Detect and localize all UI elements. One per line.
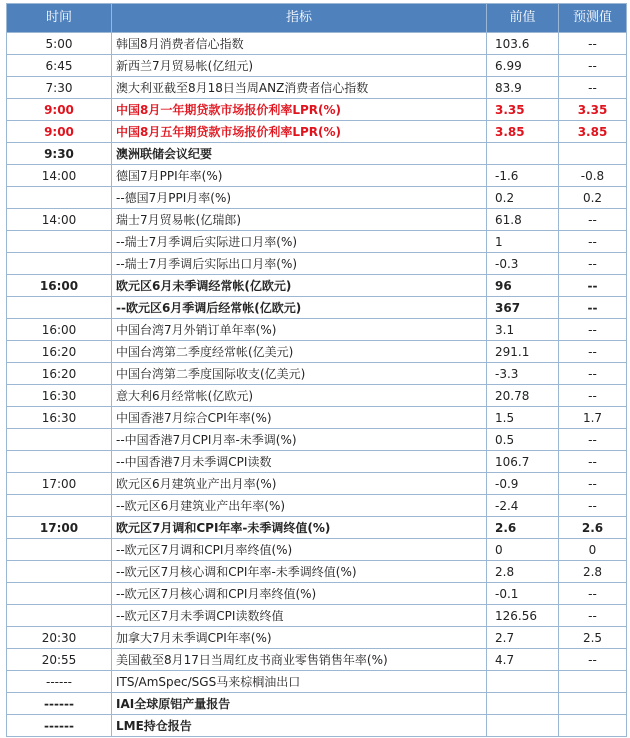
row-time	[7, 187, 112, 209]
table-row	[7, 385, 627, 407]
row-indicator: LME持仓报告	[112, 715, 487, 737]
table-row	[7, 319, 627, 341]
row-time: 9:00	[7, 121, 112, 143]
row-forecast: --	[559, 605, 627, 627]
row-time: 14:00	[7, 209, 112, 231]
row-previous: 20.78	[487, 385, 559, 407]
row-previous: 106.7	[487, 451, 559, 473]
table-header-row	[7, 4, 627, 33]
table-row	[7, 363, 627, 385]
table-row	[7, 605, 627, 627]
row-indicator: 加拿大7月未季调CPI年率(%)	[112, 627, 487, 649]
row-time: 7:30	[7, 77, 112, 99]
row-forecast	[559, 671, 627, 693]
header-previous: 前值	[487, 4, 559, 33]
row-time	[7, 561, 112, 583]
row-time: 16:00	[7, 319, 112, 341]
row-time: 9:00	[7, 99, 112, 121]
row-indicator: 意大利6月经常帐(亿欧元)	[112, 385, 487, 407]
row-forecast: --	[559, 253, 627, 275]
row-indicator: 中国8月一年期贷款市场报价利率LPR(%)	[112, 99, 487, 121]
row-forecast: 2.5	[559, 627, 627, 649]
row-previous	[487, 671, 559, 693]
row-indicator: 澳大利亚截至8月18日当周ANZ消费者信心指数	[112, 77, 487, 99]
row-indicator: --欧元区6月季调后经常帐(亿欧元)	[112, 297, 487, 319]
row-time: 14:00	[7, 165, 112, 187]
row-indicator: 中国台湾7月外销订单年率(%)	[112, 319, 487, 341]
row-forecast: 1.7	[559, 407, 627, 429]
row-indicator: 美国截至8月17日当周红皮书商业零售销售年率(%)	[112, 649, 487, 671]
row-time	[7, 605, 112, 627]
row-time: ------	[7, 693, 112, 715]
row-time: 16:00	[7, 275, 112, 297]
row-indicator: --德国7月PPI月率(%)	[112, 187, 487, 209]
row-forecast: --	[559, 319, 627, 341]
row-previous: 0.2	[487, 187, 559, 209]
row-indicator: --瑞士7月季调后实际出口月率(%)	[112, 253, 487, 275]
row-time	[7, 495, 112, 517]
row-previous: -3.3	[487, 363, 559, 385]
header-forecast: 预测值	[559, 4, 627, 33]
row-time: 5:00	[7, 33, 112, 55]
table-row	[7, 451, 627, 473]
row-previous: 3.35	[487, 99, 559, 121]
row-forecast: 2.6	[559, 517, 627, 539]
row-previous: 4.7	[487, 649, 559, 671]
row-forecast: --	[559, 275, 627, 297]
row-forecast: --	[559, 385, 627, 407]
table-row	[7, 121, 627, 143]
row-indicator: 欧元区7月调和CPI年率-未季调终值(%)	[112, 517, 487, 539]
row-forecast	[559, 143, 627, 165]
row-time	[7, 231, 112, 253]
row-previous	[487, 693, 559, 715]
table-row	[7, 55, 627, 77]
row-previous: 0.5	[487, 429, 559, 451]
row-previous: 2.7	[487, 627, 559, 649]
table-row	[7, 143, 627, 165]
header-indicator: 指标	[112, 4, 487, 33]
row-previous: 291.1	[487, 341, 559, 363]
row-previous: 3.85	[487, 121, 559, 143]
row-indicator: 欧元区6月未季调经常帐(亿欧元)	[112, 275, 487, 297]
row-indicator: 新西兰7月贸易帐(亿纽元)	[112, 55, 487, 77]
row-forecast	[559, 693, 627, 715]
row-previous: 103.6	[487, 33, 559, 55]
table-row	[7, 649, 627, 671]
table-row	[7, 275, 627, 297]
row-time	[7, 583, 112, 605]
row-previous: -0.9	[487, 473, 559, 495]
table-row	[7, 517, 627, 539]
table-row	[7, 99, 627, 121]
table-body	[7, 33, 627, 737]
row-time	[7, 539, 112, 561]
row-indicator: 中国台湾第二季度国际收支(亿美元)	[112, 363, 487, 385]
table-row	[7, 561, 627, 583]
row-previous: 96	[487, 275, 559, 297]
row-forecast: --	[559, 209, 627, 231]
row-time: ------	[7, 715, 112, 737]
table-row	[7, 253, 627, 275]
row-forecast: --	[559, 363, 627, 385]
row-previous: -0.3	[487, 253, 559, 275]
row-forecast: --	[559, 297, 627, 319]
table-row	[7, 341, 627, 363]
table-row	[7, 407, 627, 429]
table-row	[7, 231, 627, 253]
row-indicator: --中国香港7月未季调CPI读数	[112, 451, 487, 473]
row-time: 16:30	[7, 385, 112, 407]
row-indicator: ITS/AmSpec/SGS马来棕榈油出口	[112, 671, 487, 693]
row-time: 20:30	[7, 627, 112, 649]
row-time: 16:20	[7, 341, 112, 363]
table-row	[7, 77, 627, 99]
table-row	[7, 473, 627, 495]
row-previous: 83.9	[487, 77, 559, 99]
table-row	[7, 33, 627, 55]
table-row	[7, 209, 627, 231]
row-indicator: --欧元区6月建筑业产出年率(%)	[112, 495, 487, 517]
row-indicator: 韩国8月消费者信心指数	[112, 33, 487, 55]
table-row	[7, 429, 627, 451]
table-row	[7, 297, 627, 319]
row-indicator: --欧元区7月未季调CPI读数终值	[112, 605, 487, 627]
row-forecast: --	[559, 451, 627, 473]
table-row	[7, 627, 627, 649]
row-indicator: 德国7月PPI年率(%)	[112, 165, 487, 187]
table-row	[7, 539, 627, 561]
row-forecast: --	[559, 473, 627, 495]
table-row	[7, 693, 627, 715]
row-time: 16:30	[7, 407, 112, 429]
row-indicator: IAI全球原铝产量报告	[112, 693, 487, 715]
row-forecast: --	[559, 77, 627, 99]
row-indicator: --瑞士7月季调后实际进口月率(%)	[112, 231, 487, 253]
row-forecast: --	[559, 429, 627, 451]
row-forecast: 0.2	[559, 187, 627, 209]
row-indicator: --欧元区7月调和CPI月率终值(%)	[112, 539, 487, 561]
row-indicator: 欧元区6月建筑业产出月率(%)	[112, 473, 487, 495]
table-row	[7, 165, 627, 187]
row-indicator: --欧元区7月核心调和CPI年率-未季调终值(%)	[112, 561, 487, 583]
row-previous: -2.4	[487, 495, 559, 517]
row-indicator: 中国台湾第二季度经常帐(亿美元)	[112, 341, 487, 363]
row-previous: 126.56	[487, 605, 559, 627]
row-time: 6:45	[7, 55, 112, 77]
row-previous: -0.1	[487, 583, 559, 605]
row-indicator: --欧元区7月核心调和CPI月率终值(%)	[112, 583, 487, 605]
row-previous: 6.99	[487, 55, 559, 77]
row-forecast: --	[559, 583, 627, 605]
row-forecast: --	[559, 649, 627, 671]
row-time: 17:00	[7, 517, 112, 539]
row-previous	[487, 715, 559, 737]
row-forecast: 2.8	[559, 561, 627, 583]
row-previous: 1	[487, 231, 559, 253]
row-indicator: --中国香港7月CPI月率-未季调(%)	[112, 429, 487, 451]
row-forecast: --	[559, 341, 627, 363]
row-previous: 2.8	[487, 561, 559, 583]
row-indicator: 中国香港7月综合CPI年率(%)	[112, 407, 487, 429]
row-forecast: 3.35	[559, 99, 627, 121]
row-forecast: --	[559, 33, 627, 55]
table-row	[7, 187, 627, 209]
table-row	[7, 671, 627, 693]
header-time: 时间	[7, 4, 112, 33]
row-time	[7, 297, 112, 319]
row-time	[7, 429, 112, 451]
row-forecast: --	[559, 495, 627, 517]
row-time: ------	[7, 671, 112, 693]
calendar-table-wrapper	[6, 3, 626, 737]
table-row	[7, 715, 627, 737]
table-row	[7, 583, 627, 605]
row-time: 17:00	[7, 473, 112, 495]
row-previous: 0	[487, 539, 559, 561]
table-row	[7, 495, 627, 517]
row-forecast: --	[559, 55, 627, 77]
row-forecast: 0	[559, 539, 627, 561]
row-time	[7, 253, 112, 275]
row-indicator: 瑞士7月贸易帐(亿瑞郎)	[112, 209, 487, 231]
row-previous: 367	[487, 297, 559, 319]
row-previous	[487, 143, 559, 165]
row-time: 20:55	[7, 649, 112, 671]
economic-calendar-table	[6, 3, 627, 737]
row-previous: -1.6	[487, 165, 559, 187]
row-time: 16:20	[7, 363, 112, 385]
row-previous: 61.8	[487, 209, 559, 231]
row-previous: 1.5	[487, 407, 559, 429]
row-indicator: 澳洲联储会议纪要	[112, 143, 487, 165]
row-forecast: 3.85	[559, 121, 627, 143]
row-time	[7, 451, 112, 473]
row-forecast: --	[559, 231, 627, 253]
row-forecast: -0.8	[559, 165, 627, 187]
row-indicator: 中国8月五年期贷款市场报价利率LPR(%)	[112, 121, 487, 143]
row-forecast	[559, 715, 627, 737]
row-time: 9:30	[7, 143, 112, 165]
row-previous: 3.1	[487, 319, 559, 341]
row-previous: 2.6	[487, 517, 559, 539]
